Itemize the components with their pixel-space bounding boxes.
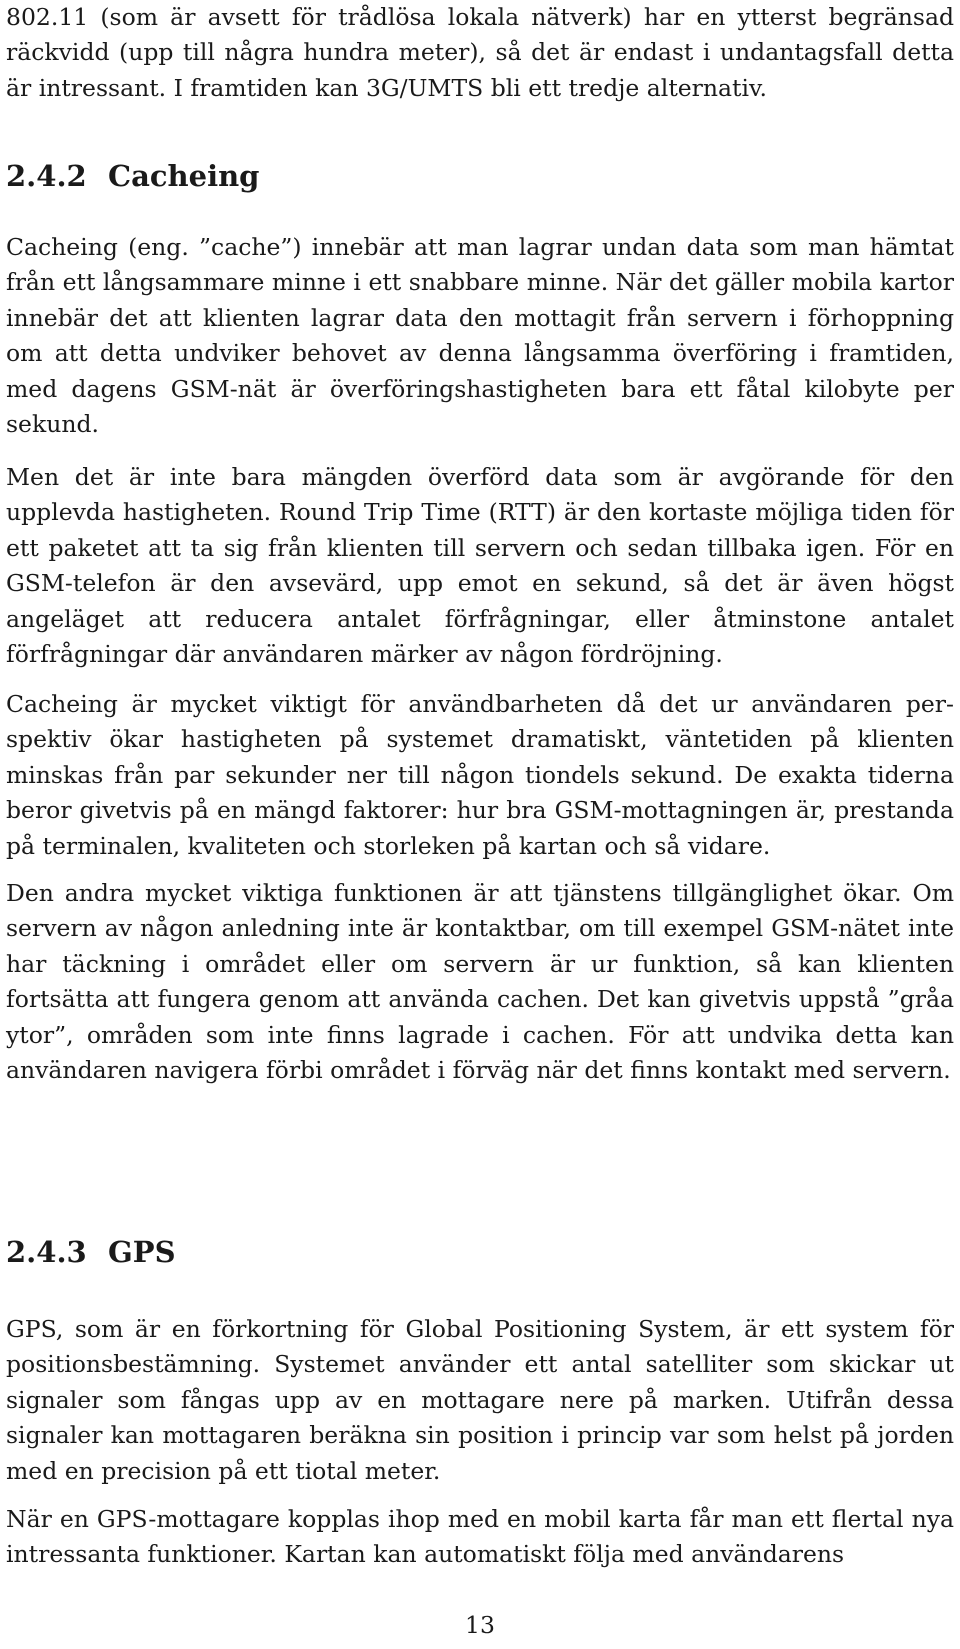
paragraph-cache-rtt: Men det är inte bara mängden överförd data som är avgörande för den upplevda hastigheten. Round Trip Time (RTT) är den kortaste möjliga tiden för ett paketet att ta sig från klienten till servern och sedan tillbaka igen. För en GSM-telefon är den avsevärd, upp emot en sekund, så det är även högst angeläget att reducera antalet förfrågningar, eller åtminstone antalet förfrågningar där användaren märker av någon fördröjning.: [6, 463, 954, 669]
paragraph-intro: 802.11 (som är avsett för trådlösa lokala nätverk) har en ytterst begränsad räckvidd (upp till några hundra meter), så det är endast i undantagsfall detta är intressant. I framtiden kan 3G/UMTS bli ett tredje alternativ.: [6, 3, 954, 102]
section-number: 2.4.2: [6, 159, 87, 193]
paragraph-gps-definition: GPS, som är en förkortning för Global Positioning System, är ett system för positionsbestämning. Systemet använder ett antal satelliter som skickar ut signaler som fångas upp av en mottagare nere på marken. Utifrån dessa signaler kan mottagaren beräkna sin position i princip var som helst på jorden med en precision på ett tiotal meter.: [6, 1315, 954, 1485]
paragraph-cache-definition: Cacheing (eng. ”cache”) innebär att man lagrar undan data som man hämtat från ett långsammare minne i ett snabbare minne. När det gäller mobila kartor innebär det att klienten lagrar data den mottagit från servern i förhoppning om att detta undviker behovet av denna långsamma överföring i framtiden, med dagens GSM-nät är överföringshastigheten bara ett fåtal kilobyte per sekund.: [6, 233, 954, 439]
section-number: 2.4.3: [6, 1235, 87, 1269]
section-heading-cacheing: [6, 158, 259, 194]
section-title: GPS: [108, 1235, 176, 1269]
section-heading-gps: [6, 1234, 176, 1270]
paragraph-cache-usability: Cacheing är mycket viktigt för användbarheten då det ur användaren perspektiv ökar hastigheten på systemet dramatiskt, väntetiden på klienten minskas från par sekunder ner till någon tiondels sekund. De exakta tiderna beror givetvis på en mängd faktorer: hur bra GSM-mottagningen är, prestanda på terminalen, kvaliteten och storleken på kartan och så vidare.: [6, 690, 954, 860]
page-number: 13: [465, 1611, 495, 1639]
section-title: Cacheing: [108, 159, 260, 193]
paragraph-gps-map: När en GPS-mottagare kopplas ihop med en mobil karta får man ett flertal nya intressanta funktioner. Kartan kan automatiskt följa med användarens: [6, 1505, 954, 1569]
paragraph-cache-availability: Den andra mycket viktiga funktionen är att tjänstens tillgänglighet ökar. Om servern av någon anledning inte är kontaktbar, om till exempel GSM-nätet inte har täckning i området eller om servern är ur funktion, så kan klienten fortsätta att fungera genom att använda cachen. Det kan givetvis uppstå ”gråa ytor”, områden som inte finns lagrade i cachen. För att undvika detta kan användaren navigera förbi området i förväg när det finns kontakt med servern.: [6, 879, 954, 1085]
